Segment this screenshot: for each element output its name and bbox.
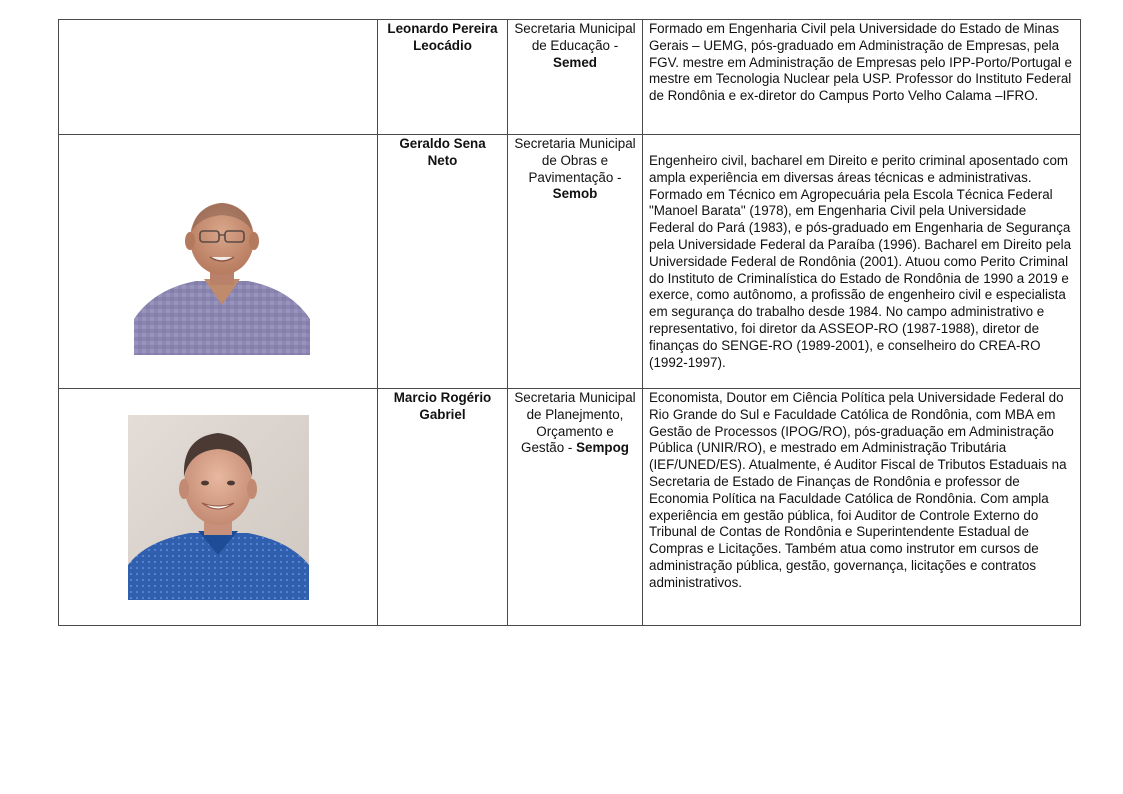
department-name: Secretaria Municipal de Planejmento, Orçamento e Gestão - bbox=[514, 390, 636, 456]
person-bio: Formado em Engenharia Civil pela Universidade do Estado de Minas Gerais – UEMG, pós-graduado em Administração de Empresas, pela FGV. mestre em Administração de Empresas pelo IPP-Porto/Portugal e mestre em Tecnologia Nuclear pela USP. Professor do Instituto Federal de Rondônia e ex-diretor do Campus Porto Velho Calama –IFRO. bbox=[643, 20, 1081, 135]
person-name: Marcio Rogério Gabriel bbox=[378, 389, 508, 626]
portrait-photo-geraldo bbox=[134, 201, 310, 355]
person-name: Geraldo Sena Neto bbox=[378, 135, 508, 389]
photo-cell bbox=[59, 389, 378, 626]
table-row bbox=[59, 389, 1081, 626]
photo-cell bbox=[59, 135, 378, 389]
department-abbreviation: Semed bbox=[553, 54, 597, 70]
portrait-photo-marcio bbox=[128, 415, 309, 600]
photo-cell-empty bbox=[59, 20, 378, 135]
table-row bbox=[59, 135, 1081, 389]
department-name: Secretaria Municipal de Obras e Pavimentação - bbox=[514, 136, 636, 185]
person-bio: Economista, Doutor em Ciência Política pela Universidade Federal do Rio Grande do Sul e Faculdade Católica de Rondônia, com MBA em Gestão de Processos (IPOG/RO), pós-graduação em Administração Pública (UNIR/RO), e mestrado em Administração Tributária (IEF/UNED/ES). Atualmente, é Auditor Fiscal de Tributos Estaduais na Secretaria de Estado de Finanças de Rondônia e professor de Economia Política na Faculdade Católica de Rondônia. Com ampla experiência em gestão pública, foi Auditor de Controle Externo do Tribunal de Contas de Rondônia e Superintendente Estadual de Compras e Licitações. Também atua como instrutor em cursos de administração pública, gestão, governança, licitações e contratos administrativos. bbox=[643, 389, 1081, 626]
department-cell bbox=[508, 20, 643, 135]
department-cell bbox=[508, 389, 643, 626]
person-name: Leonardo Pereira Leocádio bbox=[378, 20, 508, 135]
person-bio: Engenheiro civil, bacharel em Direito e perito criminal aposentado com ampla experiência em diversas áreas técnicas e administrativas. Formado em Técnico em Agropecuária pela Escola Técnica Federal "Manoel Barata" (1978), em Engenharia Civil pela Universidade Federal do Pará (1983), e pós-graduado em Engenharia de Segurança pela Universidade Federal da Paraíba (1996). Bacharel em Direito pela Universidade Federal de Rondônia (2001). Atuou como Perito Criminal do Instituto de Criminalística do Estado de Rondônia de 1990 a 2019 e exerce, como autônomo, a profissão de engenheiro civil e especialista em segurança do trabalho desde 1984. No campo administrativo e representativo, foi diretor da ASSEOP-RO (1987-1988), diretor de finanças do SENGE-RO (1989-2001), e conselheiro do CREA-RO (1992-1997). bbox=[643, 135, 1081, 389]
department-abbreviation: Sempog bbox=[576, 440, 629, 456]
secretaries-table bbox=[58, 19, 1081, 626]
department-name: Secretaria Municipal de Educação - bbox=[514, 21, 636, 53]
department-cell bbox=[508, 135, 643, 389]
table-row bbox=[59, 20, 1081, 135]
department-abbreviation: Semob bbox=[552, 186, 598, 202]
